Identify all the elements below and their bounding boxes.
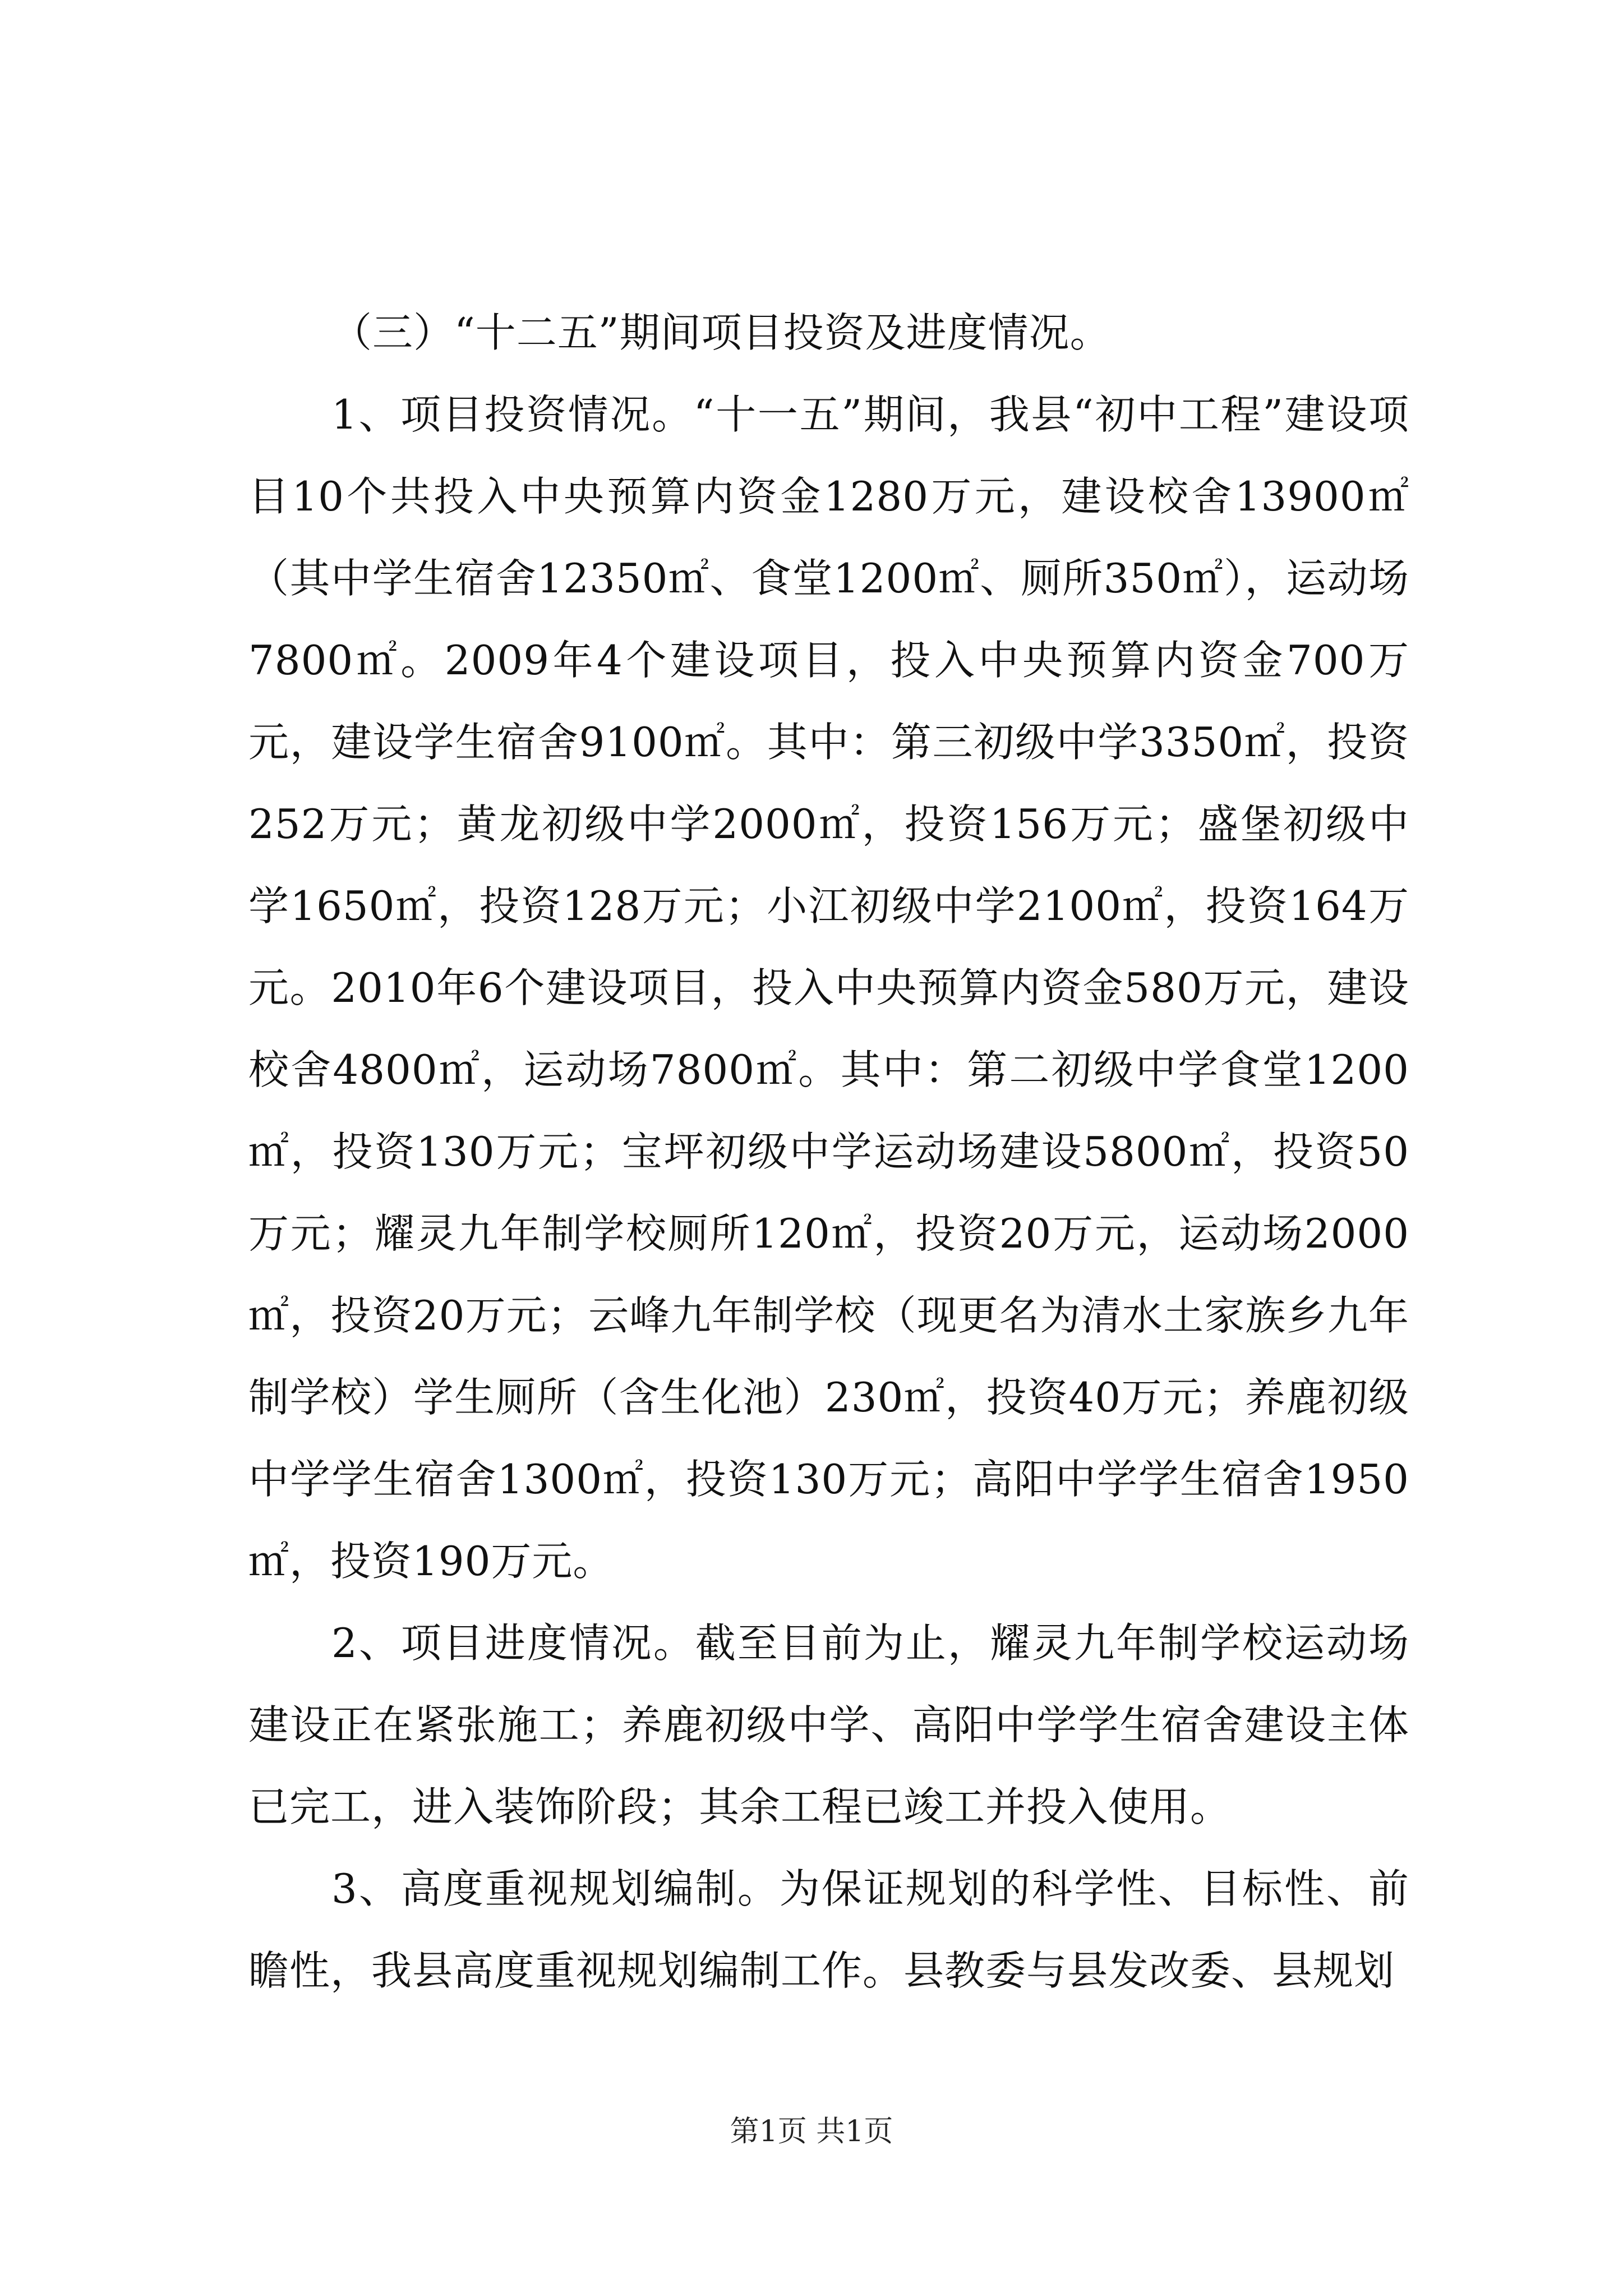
paragraph-investment: 1、项目投资情况。“十一五”期间，我县“初中工程”建设项目10个共投入中央预算内资金1280万元，建设校舍13900㎡（其中学生宿舍12350㎡、食堂1200㎡、厕所350㎡），运动场7800㎡。2009年4个建设项目，投入中央预算内资金700万元，建设学生宿舍9100㎡。其中：第三初级中学3350㎡，投资252万元；黄龙初级中学2000㎡，投资156万元；盛堡初级中学1650㎡，投资128万元；小江初级中学2100㎡，投资164万元。2010年6个建设项目，投入中央预算内资金580万元，建设校舍4800㎡，运动场7800㎡。其中：第二初级中学食堂1200㎡，投资130万元；宝坪初级中学运动场建设5800㎡，投资50万元；耀灵九年制学校厕所120㎡，投资20万元，运动场2000㎡，投资20万元；云峰九年制学校（现更名为清水土家族乡九年制学校）学生厕所（含生化池）230㎡，投资40万元；养鹿初级中学学生宿舍1300㎡，投资130万元；高阳中学学生宿舍1950㎡，投资190万元。	[248, 391, 1409, 1585]
page-footer: 第1页 共1页	[730, 2115, 893, 2148]
section-heading: （三）“十二五”期间项目投资及进度情况。	[331, 309, 1111, 356]
paragraph-progress: 2、项目进度情况。截至目前为止，耀灵九年制学校运动场建设正在紧张施工；养鹿初级中学、高阳中学学生宿舍建设主体已完工，进入装饰阶段；其余工程已竣工并投入使用。	[248, 1619, 1409, 1830]
document-body	[248, 292, 1409, 2012]
paragraph-planning: 3、高度重视规划编制。为保证规划的科学性、目标性、前瞻性，我县高度重视规划编制工作。县教委与县发改委、县规划	[248, 1865, 1409, 1994]
